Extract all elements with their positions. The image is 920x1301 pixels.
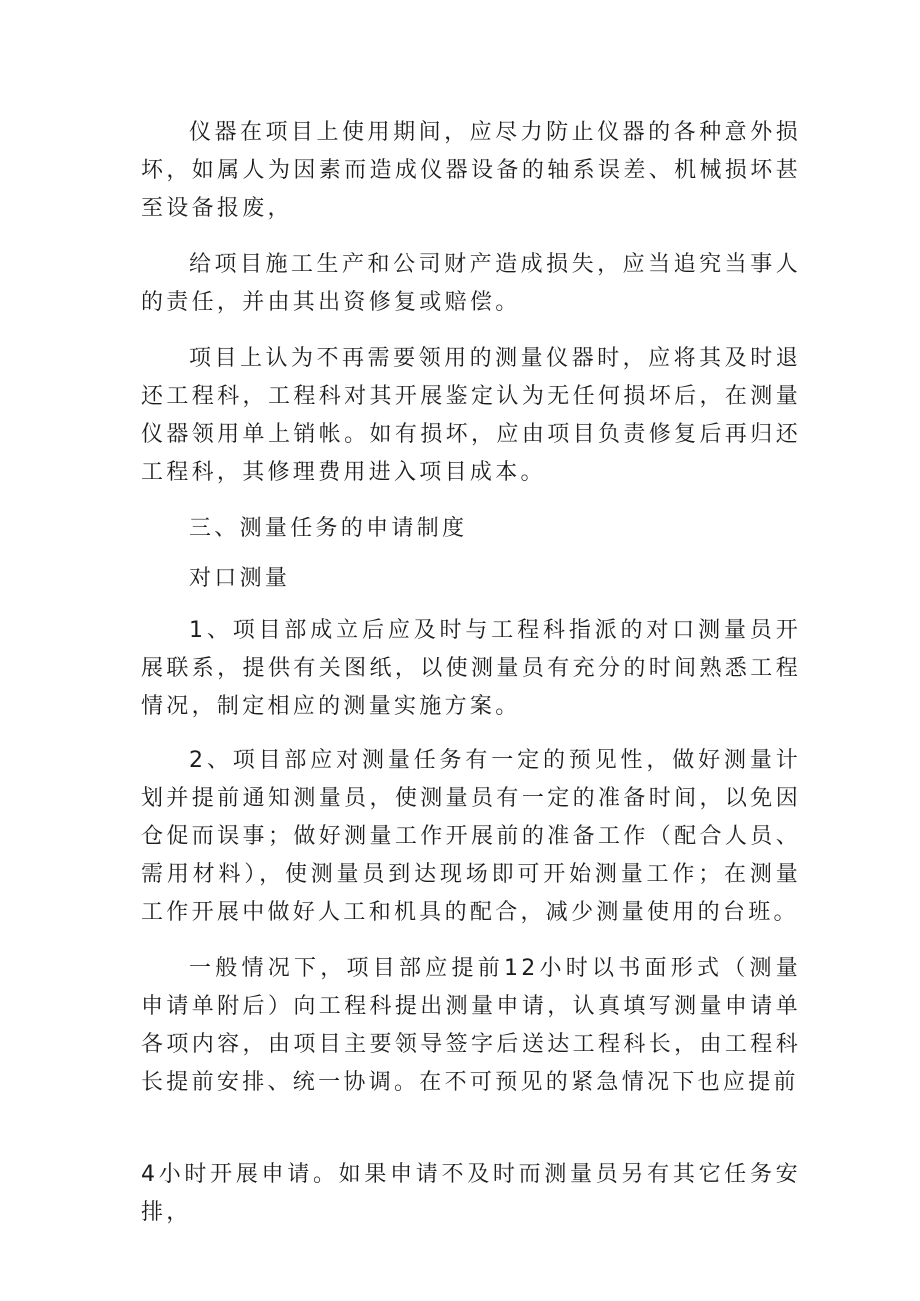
paragraph-continuation: 4小时开展申请。如果申请不及时而测量员另有其它任务安排， <box>141 1162 801 1225</box>
paragraph-instrument-damage: 仪器在项目上使用期间，应尽力防止仪器的各种意外损坏，如属人为因素而造成仪器设备的轴系误差、机械损坏甚至设备报废， <box>141 120 801 221</box>
paragraph-item-1: 1、项目部成立后应及时与工程科指派的对口测量员开展联系，提供有关图纸，以使测量员有充分的时间熟悉工程情况，制定相应的测量实施方案。 <box>141 618 801 719</box>
paragraph-liability: 给项目施工生产和公司财产造成损失，应当追究当事人的责任，并由其出资修复或赔偿。 <box>141 252 801 315</box>
paragraph-instrument-return: 项目上认为不再需要领用的测量仪器时，应将其及时退还工程科，工程科对其开展鉴定认为无任何损坏后，在测量仪器领用单上销帐。如有损坏，应由项目负责修复后再归还工程科，其修理费用进入项目成本。 <box>141 346 801 485</box>
subheading-counterpart-survey: 对口测量 <box>189 566 291 591</box>
paragraph-item-2: 2、项目部应对测量任务有一定的预见性，做好测量计划并提前通知测量员，使测量员有一定的准备时间，以免因仓促而误事；做好测量工作开展前的准备工作（配合人员、需用材料），使测量员到达现场即可开始测量工作；在测量工作开展中做好人工和机具的配合，减少测量使用的台班。 <box>141 748 801 925</box>
paragraph-general-procedure: 一般情况下，项目部应提前12小时以书面形式（测量申请单附后）向工程科提出测量申请，认真填写测量申请单各项内容，由项目主要领导签字后送达工程科长，由工程科长提前安排、统一协调。在不可预见的紧急情况下也应提前 <box>141 956 801 1095</box>
section-heading-survey-application: 三、测量任务的申请制度 <box>189 516 468 541</box>
